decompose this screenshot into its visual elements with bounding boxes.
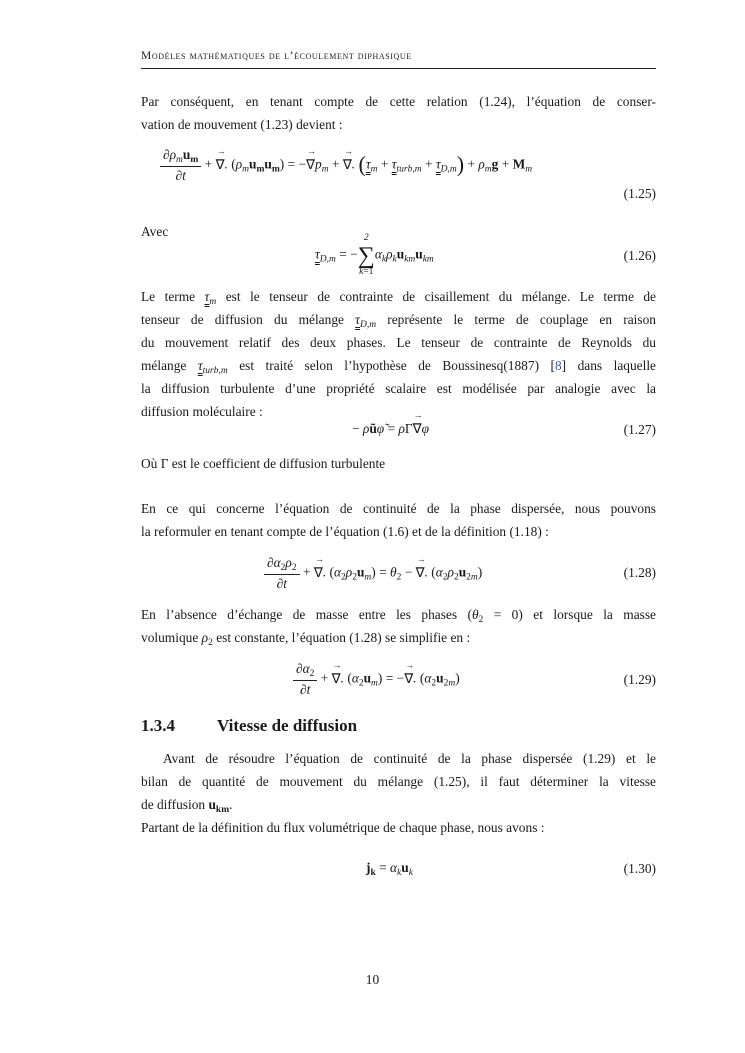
- equation-number: (1.30): [623, 861, 656, 876]
- text-line: En l’absence d’échange de masse entre les phases $(\theta_2 = 0)$ et lorsque la masse: [141, 607, 656, 625]
- equation-1-27: − ρũφ̃ = ρΓ→ ∇φ: [352, 421, 429, 437]
- text-line: Par conséquent, en tenant compte de cette relation (1.24), l’équation de conser-: [141, 94, 656, 109]
- fraction: $\frac{\partial\rho_mu_m}{\partial t}$: [160, 147, 201, 184]
- running-header: Modèles mathématiques de l’écoulement diphasique: [141, 50, 412, 62]
- text-line: du mouvement relatif des deux phases. Le tenseur de contrainte de Reynolds du: [141, 335, 656, 350]
- section-heading: [141, 716, 357, 736]
- equation-1-28: $\frac{\partial\alpha_2\rho_2}{\partial t}$ + → ∇. $(\alpha_2\rho_2u_m) = \theta_2$ − → ∇. $(\alpha_2\rho_2u_{2m})$: [264, 555, 482, 592]
- equation-1-29: $\frac{\partial\alpha_2}{\partial t}$ + → ∇. $(\alpha_2u_m)$ = −→ ∇. $(\alpha_2u_{2m})$: [293, 661, 460, 698]
- paragraph-continuity: [141, 497, 656, 543]
- text-line: Avant de résoudre l’équation de continuité de la phase dispersée (1.29) et le: [163, 751, 656, 766]
- text-line: Où Γ est le coefficient de diffusion turbulente: [141, 456, 386, 471]
- text-line: la reformuler en tenant compte de l’équation (1.6) et de la définition (1.18) :: [141, 524, 549, 539]
- equation-1-30: $j_k = \alpha_ku_k$: [366, 860, 413, 878]
- section-title: Vitesse de diffusion: [217, 716, 358, 735]
- header-rule: [141, 68, 656, 69]
- text-line: diffusion moléculaire :: [141, 404, 263, 419]
- fraction: $\frac{\partial\alpha_2}{\partial t}$: [293, 661, 317, 698]
- equation-1-26: $\tau_{D,m}$ = − 2 ∑ k=1 $\alpha_k\rho_ku_{km}u_{km}$: [315, 233, 434, 277]
- fraction: $\frac{\partial\alpha_2\rho_2}{\partial t}$: [264, 555, 300, 592]
- text-line: Partant de la définition du flux volumétrique de chaque phase, nous avons :: [141, 820, 545, 835]
- equation-number: (1.25): [623, 186, 656, 201]
- text-line: Le terme $\tau_m$ est le tenseur de contrainte de cisaillement du mélange. Le terme de: [141, 289, 656, 307]
- paragraph-intro: [141, 90, 656, 136]
- text-line: bilan de quantité de mouvement du mélange (1.25), il faut déterminer la vitesse: [141, 774, 656, 789]
- paragraph-no-mass-exchange: [141, 603, 656, 649]
- text-line: Avec: [141, 224, 169, 239]
- page-number: 10: [365, 972, 380, 987]
- equation-number: (1.26): [623, 248, 656, 263]
- text-line: tenseur de diffusion du mélange $\tau_{D,m}$ représente le terme de couplage en raison: [141, 312, 656, 330]
- text-gamma-definition: [141, 452, 656, 475]
- text-line: de diffusion $u_{km}$.: [141, 797, 233, 815]
- paragraph-diffusion-velocity: [141, 747, 656, 839]
- equation-1-25: $\frac{\partial\rho_mu_m}{\partial t}$ + → ∇. $(\rho_mu_mu_m)$ = −→ $\nabla p_m$ + → ∇. $(\tau_m + \tau_{turb,m} + \tau_{D,m}) + \rho_mg + M_m$: [160, 147, 532, 184]
- equation-number: (1.27): [623, 422, 656, 437]
- text-line: mélange $\tau_{turb,m}$ est traité selon l’hypothèse de Boussinesq(1887) [8] dans laquelle: [141, 358, 656, 376]
- text-line: volumique $\rho_2$ est constante, l’équation (1.28) se simplifie en :: [141, 630, 471, 648]
- paragraph-tensors: [141, 285, 656, 423]
- text-line: vation de mouvement (1.23) devient :: [141, 117, 343, 132]
- citation-link[interactable]: 8: [554, 358, 562, 373]
- text-line: En ce qui concerne l’équation de continuité de la phase dispersée, nous pouvons: [141, 501, 656, 516]
- section-number: 1.3.4: [141, 716, 175, 735]
- equation-number: (1.29): [623, 672, 656, 687]
- equation-number: (1.28): [623, 565, 656, 580]
- text-line: la diffusion turbulente d’une propriété scalaire est modélisée par analogie avec la: [141, 381, 656, 396]
